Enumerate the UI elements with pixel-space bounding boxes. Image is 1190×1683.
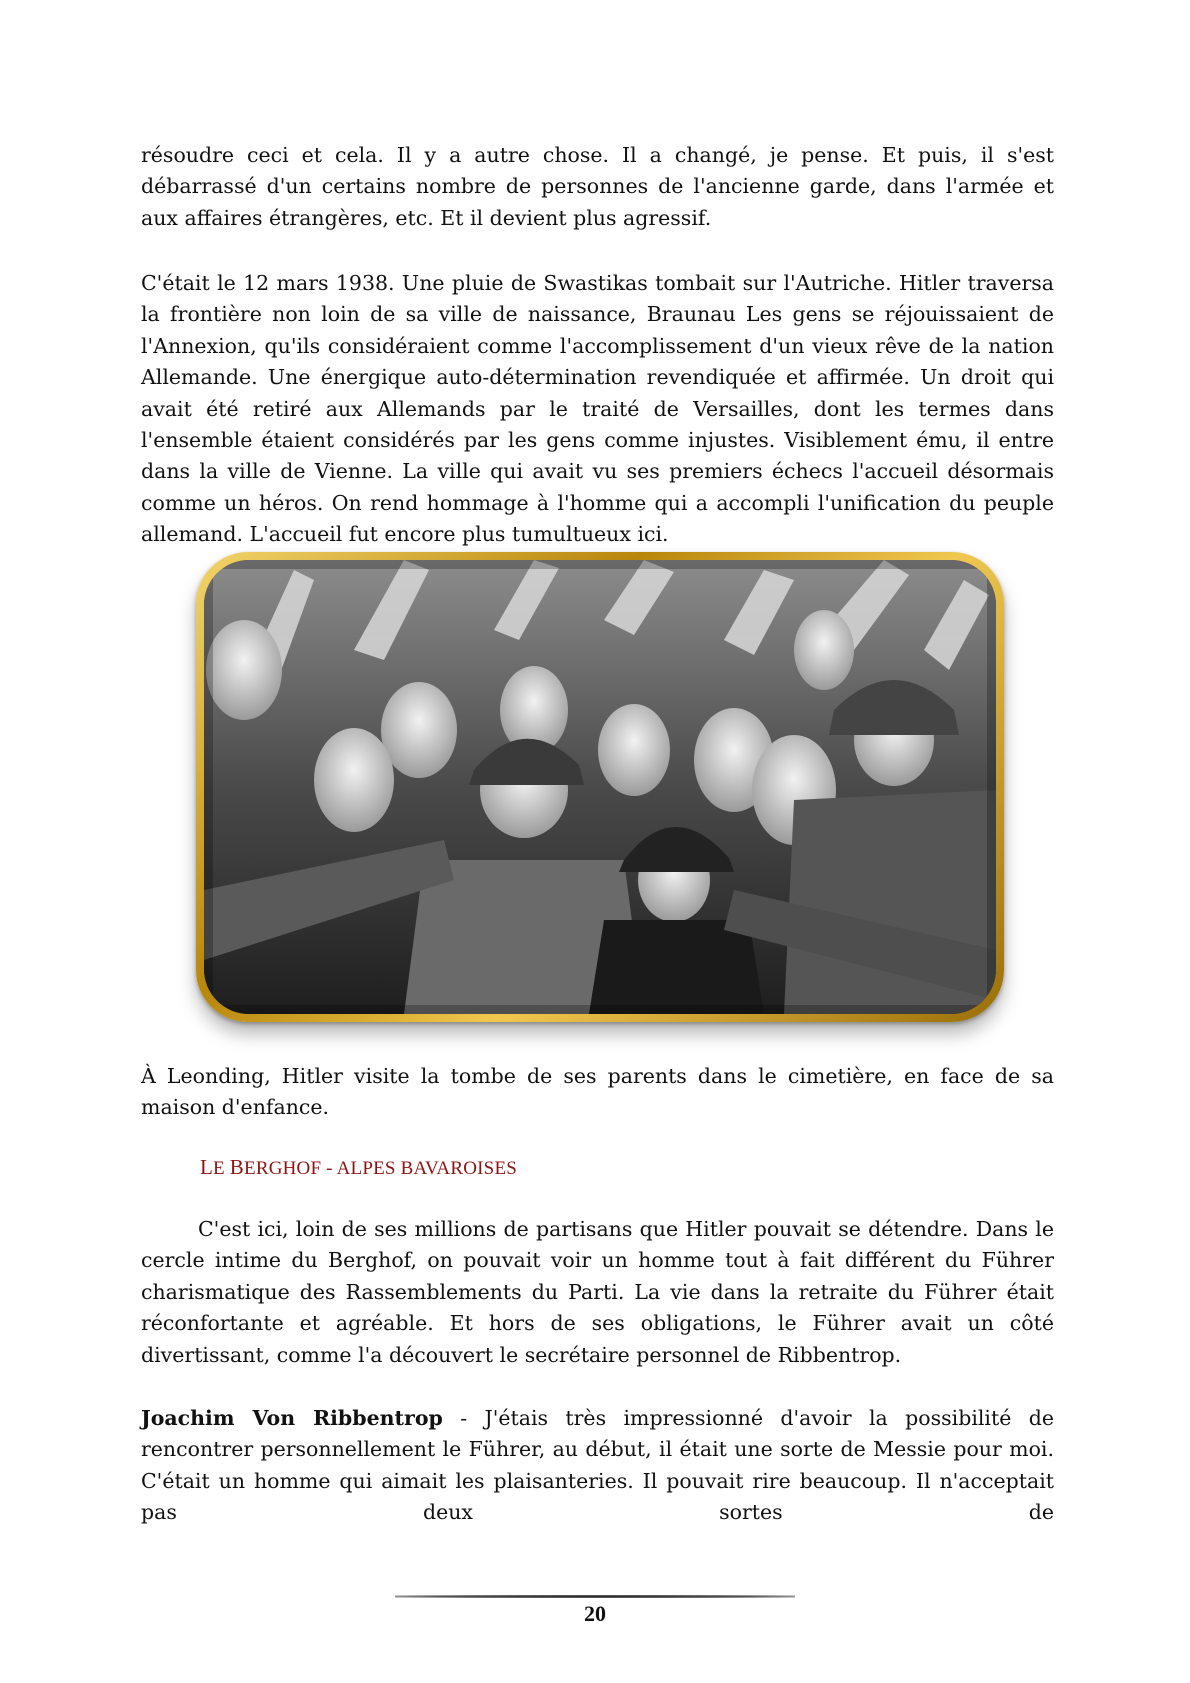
paragraph-intro: résoudre ceci et cela. Il y a autre chose. Il a changé, je pense. Et puis, il s'est débarrassé d'un certains nombre de personnes de l'ancienne garde, dans l'armée et aux affaires étrangères, etc. Et il devient plus agressif. bbox=[141, 143, 1054, 230]
speaker-quote: - J'étais très impressionné d'avoir la possibilité de rencontrer personnellement le Führer, au début, il était une sorte de Messie pour moi. C'était un homme qui aimait les plaisanteries. Il pouvait rire beaucoup. Il n'acceptait pas deux sortes de bbox=[141, 1406, 1054, 1525]
heading-cap-l: L bbox=[200, 1155, 214, 1179]
paragraph-leonding: À Leonding, Hitler visite la tombe de ses parents dans le cimetière, en face de sa maison d'enfance. bbox=[141, 1064, 1054, 1120]
paragraph-anschluss: C'était le 12 mars 1938. Une pluie de Swastikas tombait sur l'Autriche. Hitler traversa la frontière non loin de sa ville de naissance, Braunau Les gens se réjouissaient de l'Annexion, qu'ils considéraient comme l'accomplissement d'un vieux rêve de la nation Allemande. Une énergique auto-détermination revendiquée et affirmée. Un droit qui avait été retiré aux Allemands par le traité de Versailles, dont les termes dans l'ensemble étaient considérés par les gens comme injustes. Visiblement ému, il entre dans la ville de Vienne. La ville qui avait vu ses premiers échecs l'accueil désormais comme un héros. On rend hommage à l'homme qui a accompli l'unification du peuple allemand. L'accueil fut encore plus tumultueux ici. bbox=[141, 271, 1054, 547]
heading-part-2: ERGHOF - ALPES BAVAROISES bbox=[244, 1158, 518, 1179]
heading-cap-b: B bbox=[229, 1155, 245, 1179]
crowd-photo bbox=[204, 560, 996, 1014]
footer-divider bbox=[395, 1595, 795, 1598]
section-heading bbox=[200, 1155, 517, 1180]
crowd-photo-illustration bbox=[204, 560, 996, 1014]
paragraph-ribbentrop bbox=[141, 1403, 1054, 1529]
page-number: 20 bbox=[584, 1601, 606, 1626]
heading-part-1: E bbox=[213, 1158, 230, 1179]
paragraph-berghof: C'est ici, loin de ses millions de partisans que Hitler pouvait se détendre. Dans le cercle intime du Berghof, on pouvait voir un homme tout à fait différent du Führer charismatique des Rassemblements du Parti. La vie dans la retraite du Führer était réconfortante et agréable. Et hors de ses obligations, le Führer avait un côté divertissant, comme l'a découvert le secrétaire personnel de Ribbentrop. bbox=[141, 1217, 1054, 1367]
speaker-name: Joachim Von Ribbentrop bbox=[141, 1406, 443, 1430]
photo-frame bbox=[196, 552, 1004, 1022]
